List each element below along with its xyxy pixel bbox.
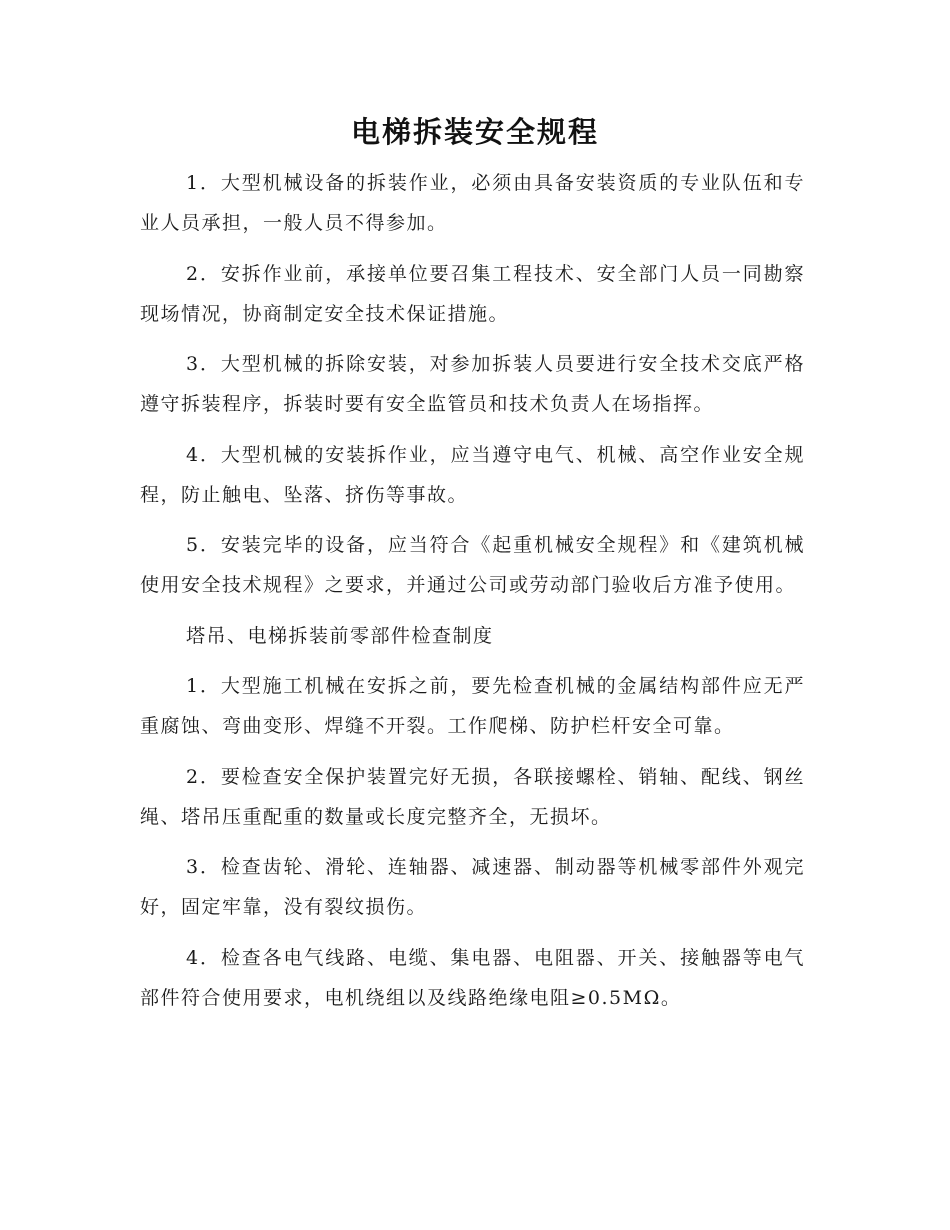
- paragraph-3: 3．大型机械的拆除安装，对参加拆装人员要进行安全技术交底严格遵守拆装程序，拆装时要有安全监管员和技术负责人在场指挥。: [140, 353, 805, 415]
- paragraph-5: 5．安装完毕的设备，应当符合《起重机械安全规程》和《建筑机械使用安全技术规程》之要求，并通过公司或劳动部门验收后方准予使用。: [140, 534, 805, 596]
- paragraph-8: 3．检查齿轮、滑轮、连轴器、减速器、制动器等机械零部件外观完好，固定牢靠，没有裂纹损伤。: [140, 856, 805, 918]
- paragraph-4: 4．大型机械的安装拆作业，应当遵守电气、机械、高空作业安全规程，防止触电、坠落、挤伤等事故。: [140, 443, 805, 506]
- paragraph-7: 2．要检查安全保护装置完好无损，各联接螺栓、销轴、配线、钢丝绳、塔吊压重配重的数量或长度完整齐全，无损坏。: [140, 765, 805, 828]
- paragraph-2: 2．安拆作业前，承接单位要召集工程技术、安全部门人员一同勘察现场情况，协商制定安全技术保证措施。: [140, 262, 805, 325]
- paragraph-9: 4．检查各电气线路、电缆、集电器、电阻器、开关、接触器等电气部件符合使用要求，电机绕组以及线路绝缘电阻≥0.5MΩ。: [140, 946, 805, 1009]
- section-heading: 塔吊、电梯拆装前零部件检查制度: [186, 624, 494, 647]
- paragraph-1: 1．大型机械设备的拆装作业，必须由具备安装资质的专业队伍和专业人员承担，一般人员不得参加。: [140, 172, 805, 234]
- paragraph-6: 1．大型施工机械在安拆之前，要先检查机械的金属结构部件应无严重腐蚀、弯曲变形、焊缝不开裂。工作爬梯、防护栏杆安全可靠。: [140, 675, 805, 737]
- document-title: 电梯拆装安全规程: [350, 115, 599, 149]
- document-body: [140, 163, 805, 1028]
